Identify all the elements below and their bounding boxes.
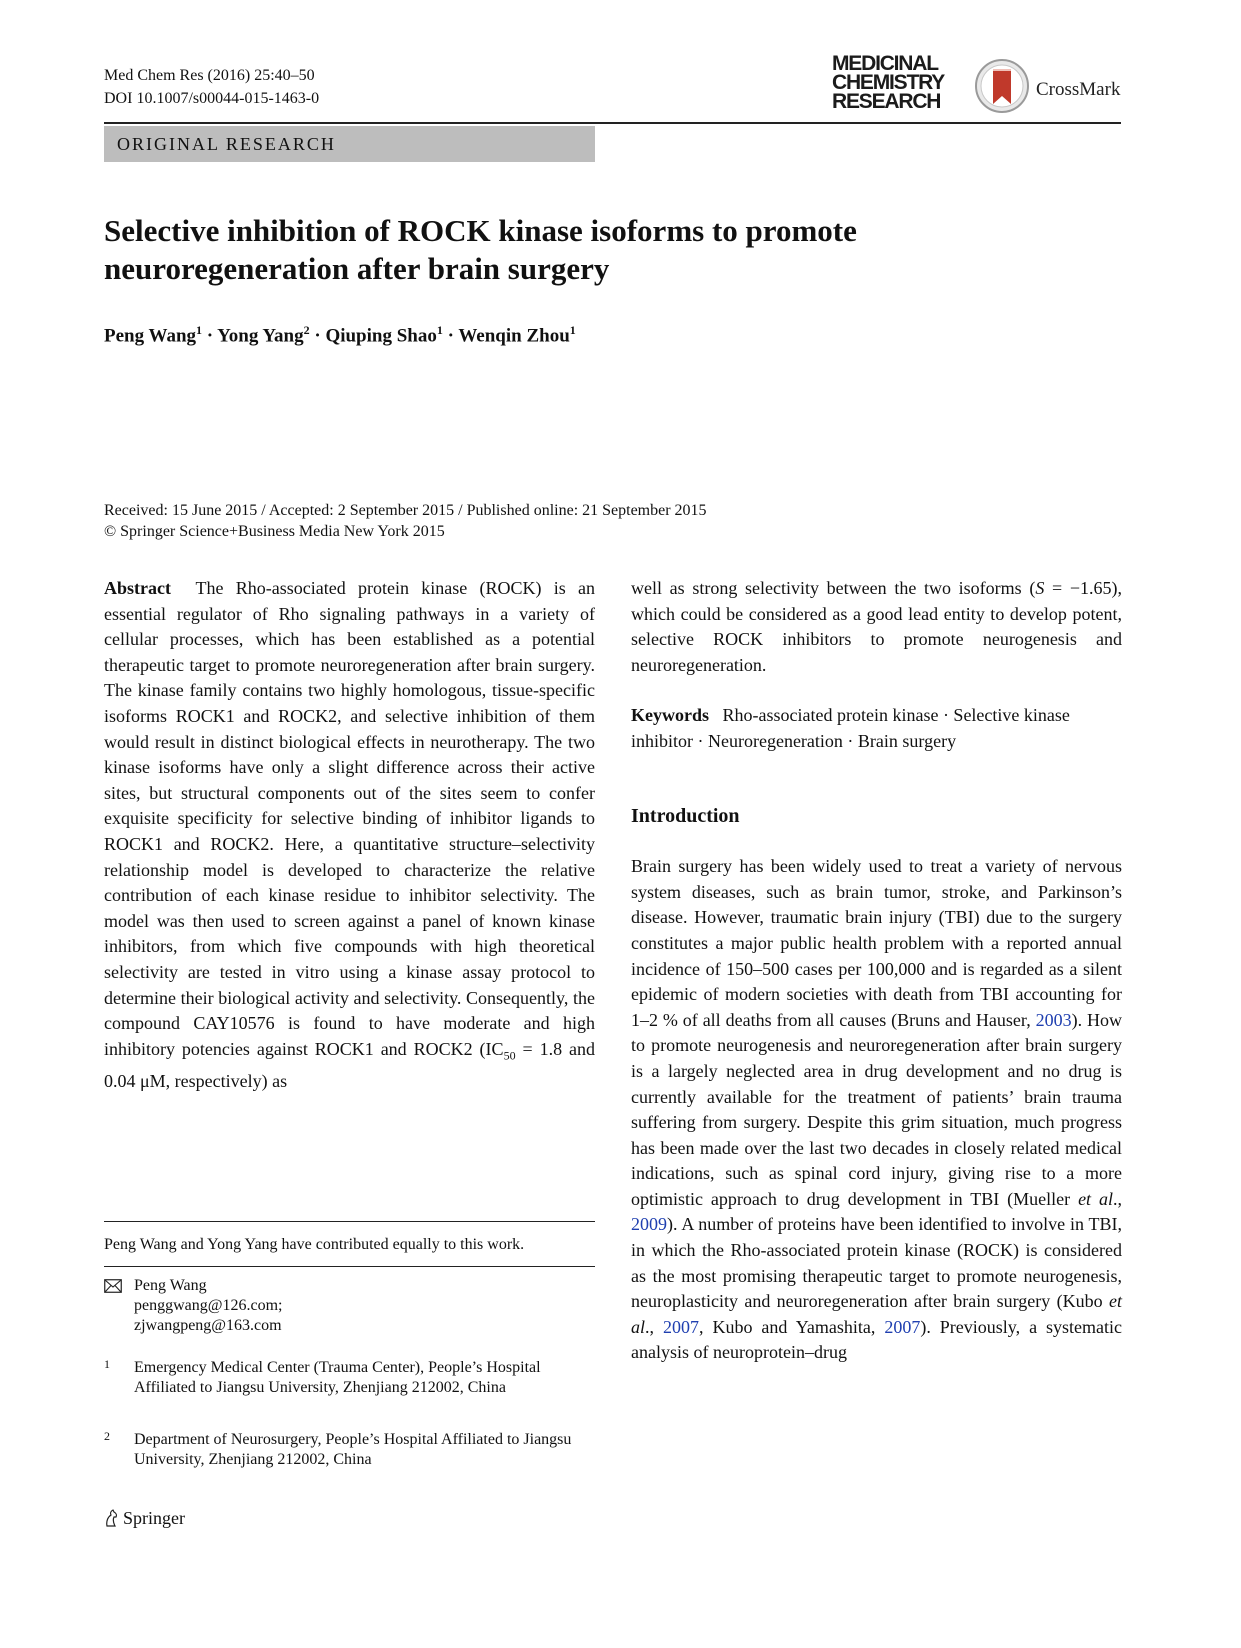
citation-link[interactable]: 2009 [631,1214,667,1235]
keywords-label: Keywords [631,705,709,726]
author-name[interactable]: Peng Wang [104,325,197,347]
affiliation-number: 1 [104,1357,110,1371]
keywords [631,703,1122,754]
author-name[interactable]: Qiuping Shao [325,325,437,347]
springer-horse-icon [104,1509,120,1527]
received-accepted-dates: Received: 15 June 2015 / Accepted: 2 September 2015 / Published online: 21 September 2015 [104,502,707,519]
author-list: Peng Wang$^1$ · Yong Yang$^2$ · Qiuping Shao$^1$ · Wenqin Zhou$^1$ [104,323,576,347]
affiliation-text: Department of Neurosurgery, People’s Hospital Affiliated to Jiangsu University, Zhenjiang 212002, China [134,1431,572,1468]
right-column [631,576,1122,1366]
doi: DOI 10.1007/s00044-015-1463-0 [104,90,320,107]
journal-logo-text: MEDICINAL CHEMISTRY RESEARCH [832,52,945,113]
affiliation-1 [104,1358,595,1398]
copyright: © Springer Science+Business Media New York 2015 [104,523,445,540]
footnote-rule [104,1266,595,1267]
publication-history [104,500,707,542]
abstract-column [104,576,595,1094]
author-name[interactable]: Yong Yang [217,325,304,347]
abstract-label: Abstract [104,578,171,598]
footnote-rule [104,1221,595,1222]
publisher-footer [104,1508,185,1529]
affiliation-text: Emergency Medical Center (Trauma Center), People’s Hospital Affiliated to Jiangsu University, Zhenjiang 212002, China [134,1359,541,1396]
author-affiliation: 1 [196,323,203,337]
corresponding-author [104,1276,595,1336]
abstract: Abstract The Rho-associated protein kinase (ROCK) is an essential regulator of Rho signaling pathways in a variety of cellular processes, which has been established as a potential therapeutic target to promote neuroregeneration after brain surgery. The kinase family contains two highly homologous, tissue-specific isoforms ROCK1 and ROCK2, and selective inhibition of them would result in distinct biological effects in neurotherapy. The two kinase isoforms have only a slight difference across their active sites, but structural components out of the sites seem to confer exquisite specificity for selective binding of inhibitor ligands to ROCK1 and ROCK2. Here, a quantitative structure–selectivity relationship model is developed to characterize the relative contribution of each kinase residue to inhibitor selectivity. The model was then used to screen against a panel of known kinase inhibitors, from which five compounds with high theoretical selectivity are tested in vitro using a kinase assay protocol to determine their biological activity and selectivity. Consequently, the compound CAY10576 is found to have moderate and high inhibitory potencies against ROCK1 and ROCK2 ($IC_{50} = 1.8$ and 0.04 μM, respectively) as [104,578,596,1091]
journal-logo [832,52,1122,120]
journal-reference [104,64,319,110]
article-title: Selective inhibition of ROCK kinase isoforms to promote neuroregeneration after brain surgery [104,213,857,286]
abstract-continuation: well as strong selectivity between the two isoforms (S = −1.65), which could be considered as a good lead entity to develop potent, selective ROCK inhibitors to promote neurogenesis and neuroregeneration. [631,578,1122,675]
citation-link[interactable]: 2007 [662,1316,699,1337]
email-link[interactable]: zjwangpeng@163.com [134,1317,282,1334]
keywords-text: Rho-associated protein kinase · Selective kinase inhibitor · Neuroregeneration · Brain surgery [631,705,1070,751]
equal-contribution-note: Peng Wang and Yong Yang have contributed equally to this work. [104,1236,525,1253]
journal-citation: Med Chem Res (2016) 25:40–50 [104,67,315,84]
author-name[interactable]: Wenqin Zhou [458,325,570,347]
affiliation-2 [104,1430,595,1470]
author-affiliation: 2 [303,323,310,337]
affiliation-number: 2 [104,1429,110,1443]
mail-icon [104,1279,122,1293]
crossmark-label[interactable]: CrossMark [1036,79,1121,100]
introduction-heading: Introduction [631,804,740,827]
author-affiliation: 1 [436,323,443,337]
author-affiliation: 1 [569,323,576,337]
introduction-paragraph: Brain surgery has been widely used to treat a variety of nervous system diseases, such as brain tumor, stroke, and Parkinson’s disease. However, traumatic brain injury (TBI) due to the surgery constitutes a major public health problem with a reported annual incidence of 150–500 cases per 100,000 and is regarded as a silent epidemic of modern societies with death from TBI accounting for 1–2 % of all deaths from all causes (Bruns and Hauser, 2003). How to promote neurogenesis and neuroregeneration after brain surgery is a largely neglected area in drug development and no drug is currently available for the treatment of patients’ brain trauma suffering from surgery. Despite this grim situation, much progress has been made over the last two decades in closely related medical indications, such as spinal cord injury, giving rise to a more optimistic approach to drug development in TBI (Mueller et al., 2009). A number of proteins have been identified to involve in TBI, in which the Rho-associated protein kinase (ROCK) is considered as the most promising therapeutic target to promote neurogenesis, neuroplasticity and neuroregeneration after brain surgery (Kubo et al., 2007, Kubo and Yamashita, 2007). Previously, a systematic analysis of neuroprotein–drug [631,856,1123,1363]
section-label: ORIGINAL RESEARCH [104,126,595,162]
email-link[interactable]: penggwang@126.com; [134,1297,283,1314]
publisher-name: Springer [123,1508,185,1528]
abstract-text: The Rho-associated protein kinase (ROCK) is an essential regulator of Rho signaling pathways in a variety of cellular processes, which has been established as a potential therapeutic target to promote neuroregeneration after brain surgery. The kinase family contains two highly homologous, tissue-specific isoforms ROCK1 and ROCK2, and selective inhibition of them would result in distinct biological effects in neurotherapy. The two kinase isoforms have only a slight difference across their active sites, but structural components out of the sites seem to confer exquisite specificity for selective binding of inhibitor ligands to ROCK1 and ROCK2. Here, a quantitative structure–selectivity relationship model is developed to characterize the relative contribution of each kinase residue to inhibitor selectivity. The model was then used to screen against a panel of known kinase inhibitors, from which five compounds with high theoretical selectivity are tested in vitro using a kinase assay protocol to determine their biological activity and selectivity. Consequently, the compound CAY10576 is found to have moderate and high inhibitory potencies against ROCK1 and ROCK2 (IC [104,578,596,1059]
crossmark-icon[interactable] [974,58,1030,114]
citation-link[interactable]: 2007 [884,1316,921,1337]
citation-link[interactable]: 2003 [1035,1009,1072,1030]
contact-name: Peng Wang [134,1277,207,1294]
header-rule [104,122,1121,124]
